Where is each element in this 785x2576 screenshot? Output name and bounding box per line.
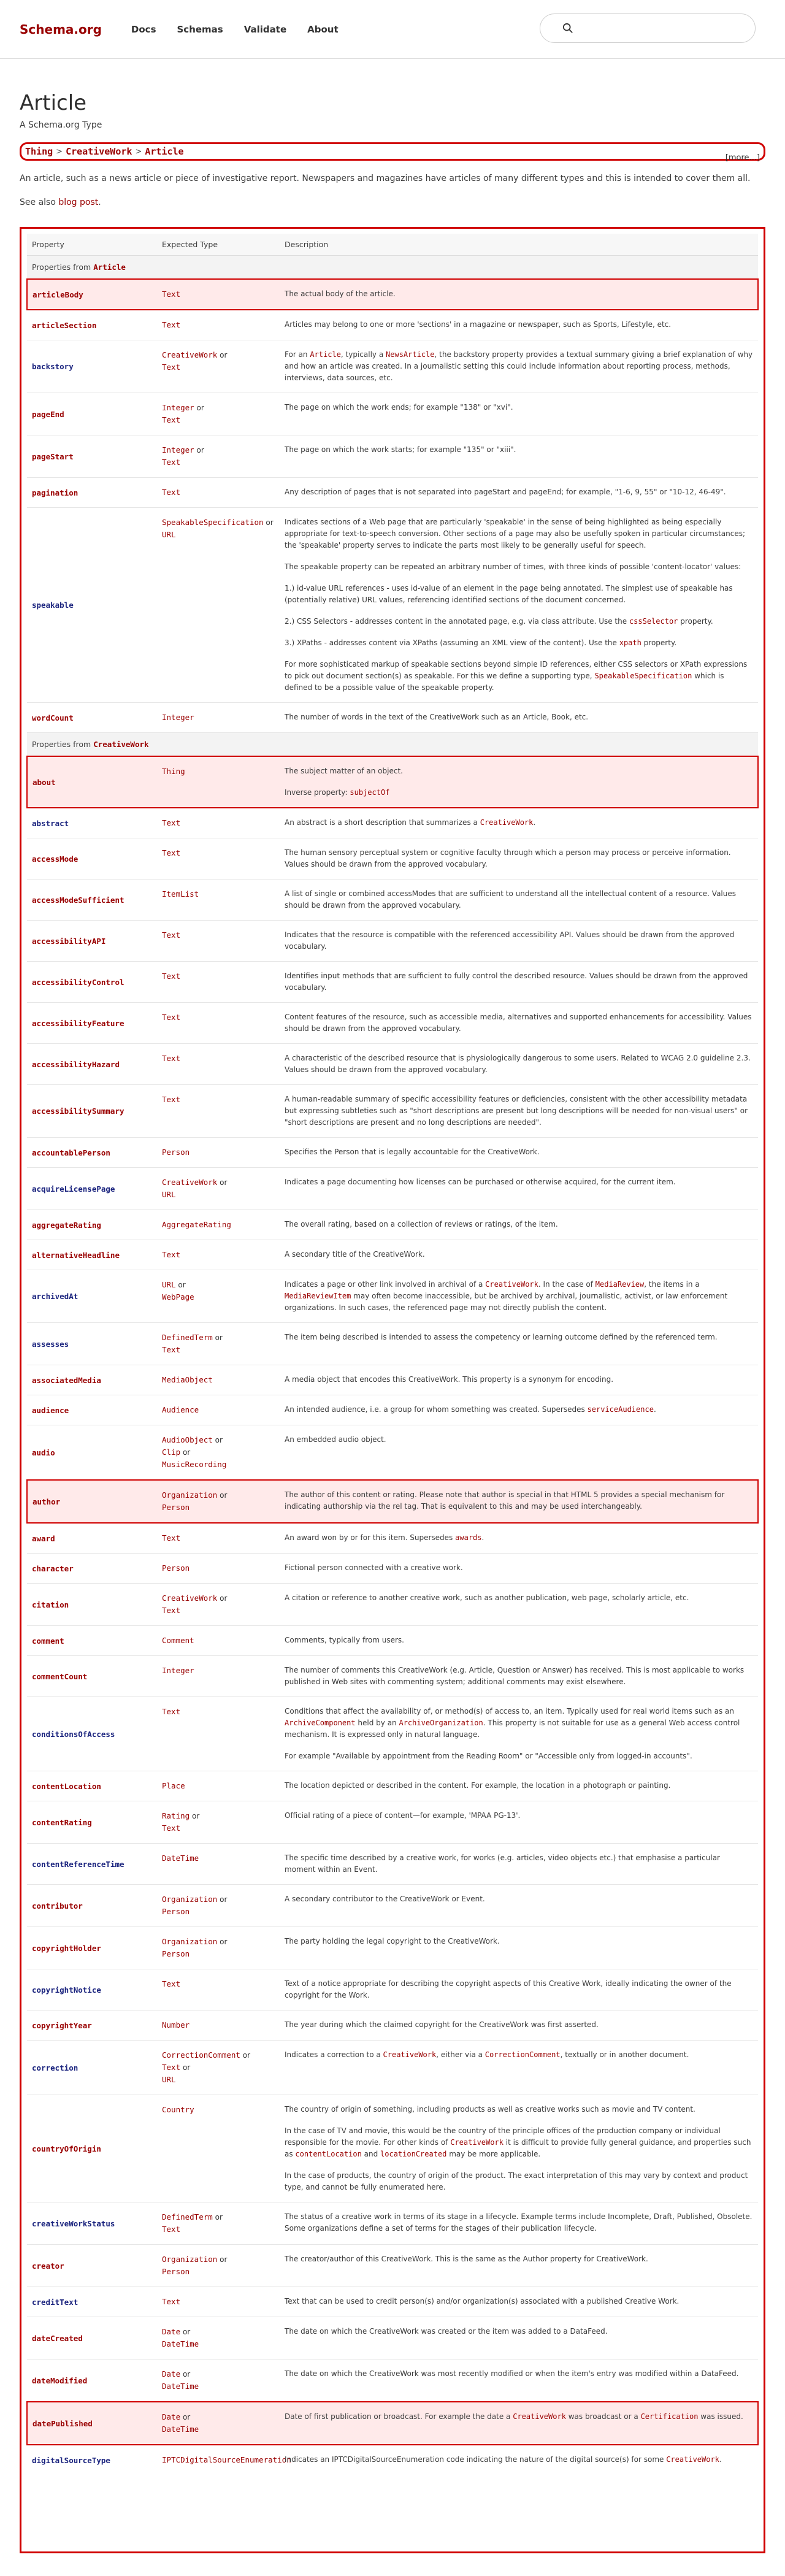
property-description: The date on which the CreativeWork was created or the item was added to a DataFeed. bbox=[280, 2317, 758, 2359]
type-link[interactable]: CorrectionComment bbox=[162, 2050, 240, 2060]
type-link[interactable]: Text bbox=[162, 488, 181, 497]
expected-type: SpeakableSpecification or URL bbox=[157, 508, 280, 703]
type-link[interactable]: Text bbox=[162, 1823, 181, 1833]
type-link[interactable]: MusicRecording bbox=[162, 1460, 227, 1469]
property-description: A media object that encodes this CreativeWork. This property is a synonym for encoding. bbox=[280, 1365, 758, 1395]
property-description: Indicates an IPTCDigitalSourceEnumeration code indicating the nature of the digital source(s) for some CreativeWork. bbox=[280, 2445, 758, 2475]
property-name[interactable]: citation bbox=[27, 1584, 157, 1626]
expected-type bbox=[157, 1003, 280, 1044]
property-description: Indicates a page documenting how licenses can be purchased or otherwise acquired, for the current item. bbox=[280, 1168, 758, 1210]
type-link[interactable]: Text bbox=[162, 320, 181, 329]
type-link[interactable]: DateTime bbox=[162, 2382, 199, 2391]
property-name[interactable]: backstory bbox=[27, 340, 157, 393]
expected-type bbox=[157, 279, 280, 310]
expected-type bbox=[157, 478, 280, 508]
type-link[interactable]: Comment bbox=[162, 1636, 194, 1645]
expected-type: CreativeWork or URL bbox=[157, 1168, 280, 1210]
expected-type: DefinedTerm or Text bbox=[157, 1323, 280, 1365]
table-row bbox=[27, 1584, 758, 1626]
expected-type bbox=[157, 1771, 280, 1801]
property-name[interactable]: alternativeHeadline bbox=[27, 1240, 157, 1270]
property-description: The location depicted or described in the content. For example, the location in a photograph or painting. bbox=[280, 1771, 758, 1801]
property-name[interactable]: accessModeSufficient bbox=[27, 880, 157, 921]
expected-type bbox=[157, 921, 280, 962]
table-row bbox=[27, 880, 758, 921]
property-description: Fictional person connected with a creative work. bbox=[280, 1554, 758, 1584]
table-row bbox=[27, 1425, 758, 1481]
type-link[interactable]: Text bbox=[162, 458, 181, 467]
type-link[interactable]: Text bbox=[162, 818, 181, 827]
expected-type bbox=[157, 1085, 280, 1138]
expected-type: Rating or Text bbox=[157, 1801, 280, 1844]
type-link[interactable]: DefinedTerm bbox=[162, 2212, 213, 2221]
type-link[interactable]: Text bbox=[162, 1054, 181, 1063]
search-icon bbox=[562, 23, 573, 34]
search-box[interactable] bbox=[540, 13, 756, 43]
table-row bbox=[27, 1523, 758, 1554]
property-description: A citation or reference to another creative work, such as another publication, web page, scholarly article, etc. bbox=[280, 1584, 758, 1626]
property-description: The number of comments this CreativeWork (e.g. Article, Question or Answer) has received. This is most applicable to works published in Web sites with commenting system; additional comments may exist elsewhere. bbox=[280, 1656, 758, 1697]
property-name[interactable]: comment bbox=[27, 1626, 157, 1656]
section-header-article: Properties from Article bbox=[27, 256, 758, 280]
property-description: The item being described is intended to assess the competency or learning outcome defined by the referenced term. bbox=[280, 1323, 758, 1365]
property-name[interactable]: speakable bbox=[27, 508, 157, 703]
properties-table bbox=[26, 234, 759, 2475]
property-name[interactable]: countryOfOrigin bbox=[27, 2095, 157, 2202]
property-name[interactable]: copyrightHolder bbox=[27, 1927, 157, 1969]
table-row bbox=[27, 478, 758, 508]
property-name[interactable]: assesses bbox=[27, 1323, 157, 1365]
expected-type bbox=[157, 962, 280, 1003]
expected-type bbox=[157, 1210, 280, 1240]
expected-type: Date or DateTime bbox=[157, 2317, 280, 2359]
expected-type bbox=[157, 2011, 280, 2041]
property-description: Official rating of a piece of content—for example, 'MPAA PG-13'. bbox=[280, 1801, 758, 1844]
table-row bbox=[27, 1969, 758, 2011]
table-row bbox=[27, 1771, 758, 1801]
property-description: The page on which the work ends; for example "138" or "xvi". bbox=[280, 393, 758, 435]
property-description: Indicates sections of a Web page that are particularly 'speakable' in the sense of being highlighted as being especially appropriate for text-to-speech conversion. Other sections of a page may also be usefully spoken in particular circumstances; the 'speakable' property serves to indicate the parts most likely to be generally useful for speech. The speakable property can be repeated an arbitrary number of times, with three kinds of possible 'content-locator' values: 1.) id-value URL references - uses id-value of an element in the page being annotated. The simplest use of speakable has (potentially relative) URL values, referencing identified sections of the document concerned. 2.) CSS Selectors - addresses content in the annotated page, e.g. via class attribute. Use the cssSelector property. 3.) XPaths - addresses content via XPaths (assuming an XML view of the content). Use the xpath property. For more sophisticated markup of speakable sections beyond simple ID references, either CSS selectors or XPath expressions to pick out document section(s) as speakable. For this we define a supporting type, SpeakableSpecification which is defined to be a possible value of the speakable property. bbox=[280, 508, 758, 703]
table-row bbox=[27, 2317, 758, 2359]
property-name[interactable]: contentLocation bbox=[27, 1771, 157, 1801]
type-link[interactable]: Integer bbox=[162, 445, 194, 454]
property-description: The specific time described by a creative work, for works (e.g. articles, video objects etc.) that emphasise a particular moment within an Event. bbox=[280, 1844, 758, 1885]
table-row bbox=[27, 1168, 758, 1210]
type-link[interactable]: DateTime bbox=[162, 2425, 199, 2434]
type-link[interactable]: URL bbox=[162, 530, 176, 539]
property-description: The date on which the CreativeWork was most recently modified or when the item's entry was modified within a DataFeed. bbox=[280, 2359, 758, 2402]
type-link[interactable]: IPTCDigitalSourceEnumeration bbox=[162, 2455, 291, 2464]
nav-docs[interactable]: Docs bbox=[131, 23, 156, 35]
type-link[interactable]: Place bbox=[162, 1781, 185, 1790]
property-name[interactable]: audience bbox=[27, 1395, 157, 1425]
type-link[interactable]: Organization bbox=[162, 2255, 218, 2264]
expected-type: CreativeWork or Text bbox=[157, 1584, 280, 1626]
expected-type bbox=[157, 1044, 280, 1085]
type-link[interactable]: Date bbox=[162, 2412, 181, 2421]
property-name[interactable]: wordCount bbox=[27, 703, 157, 733]
table-row bbox=[27, 1801, 758, 1844]
property-description: A list of single or combined accessModes that are sufficient to understand all the intellectual content of a resource. Values should be drawn from the approved vocabulary. bbox=[280, 880, 758, 921]
table-row bbox=[27, 310, 758, 340]
expected-type bbox=[157, 2445, 291, 2475]
property-description: Comments, typically from users. bbox=[280, 1626, 758, 1656]
property-name[interactable]: accessibilityControl bbox=[27, 962, 157, 1003]
type-link[interactable]: Audience bbox=[162, 1405, 199, 1414]
expected-type: Integer or Text bbox=[157, 435, 280, 478]
breadcrumb bbox=[20, 142, 765, 161]
table-row bbox=[27, 2402, 758, 2445]
type-link[interactable]: DateTime bbox=[162, 1853, 199, 1863]
property-description: The number of words in the text of the CreativeWork such as an Article, Book, etc. bbox=[280, 703, 758, 733]
type-link[interactable]: Text bbox=[162, 1095, 181, 1104]
table-row bbox=[27, 2011, 758, 2041]
property-description: The year during which the claimed copyright for the CreativeWork was first asserted. bbox=[280, 2011, 758, 2041]
property-name[interactable]: contributor bbox=[27, 1885, 157, 1927]
table-row bbox=[27, 1210, 758, 1240]
type-link[interactable]: Organization bbox=[162, 1937, 218, 1946]
property-name[interactable]: pageEnd bbox=[27, 393, 157, 435]
see-also: See also blog post. bbox=[20, 197, 101, 207]
expected-type: DefinedTerm or Text bbox=[157, 2202, 280, 2245]
properties-table-frame bbox=[20, 227, 765, 2553]
type-link[interactable]: WebPage bbox=[162, 1292, 194, 1301]
nav-schemas[interactable]: Schemas bbox=[177, 23, 223, 35]
property-name[interactable]: accessibilityFeature bbox=[27, 1003, 157, 1044]
property-name[interactable]: dateCreated bbox=[27, 2317, 157, 2359]
type-link[interactable]: URL bbox=[162, 2075, 176, 2084]
property-description: An award won by or for this item. Supersedes awards. bbox=[280, 1523, 758, 1554]
type-link[interactable]: Text bbox=[162, 362, 181, 372]
property-name[interactable]: digitalSourceType bbox=[27, 2445, 157, 2475]
table-row bbox=[27, 1003, 758, 1044]
table-row bbox=[27, 1395, 758, 1425]
table-row bbox=[27, 2095, 758, 2202]
property-description: The overall rating, based on a collection of reviews or ratings, of the item. bbox=[280, 1210, 758, 1240]
property-name[interactable]: acquireLicensePage bbox=[27, 1168, 157, 1210]
expected-type bbox=[157, 1554, 280, 1584]
type-link[interactable]: Text bbox=[162, 1533, 181, 1543]
property-name[interactable]: pageStart bbox=[27, 435, 157, 478]
header-property: Property bbox=[27, 234, 157, 256]
type-link[interactable]: Person bbox=[162, 1148, 190, 1157]
property-description: For an Article, typically a NewsArticle, the backstory property provides a textual summary giving a brief explanation of why and how an article was created. In a journalistic setting this could include information about reporting process, methods, interviews, data sources, etc. bbox=[280, 340, 758, 393]
property-description: Indicates that the resource is compatible with the referenced accessibility API. Values should be drawn from the approved vocabulary. bbox=[280, 921, 758, 962]
property-description: The author of this content or rating. Please note that author is special in that HTML 5 provides a special mechanism for indicating authorship via the rel tag. That is equivalent to this and may be used interchangeably. bbox=[280, 1480, 758, 1523]
expected-type bbox=[157, 1697, 280, 1771]
expected-type bbox=[157, 1969, 280, 2011]
type-link[interactable]: Person bbox=[162, 1503, 190, 1512]
type-link[interactable]: Text bbox=[162, 415, 181, 424]
property-name[interactable]: contentRating bbox=[27, 1801, 157, 1844]
property-name[interactable]: archivedAt bbox=[27, 1270, 157, 1323]
property-name[interactable]: contentReferenceTime bbox=[27, 1844, 157, 1885]
table-row bbox=[27, 703, 758, 733]
type-link[interactable]: Text bbox=[162, 848, 181, 857]
type-link[interactable]: Person bbox=[162, 1907, 190, 1916]
table-row bbox=[27, 1480, 758, 1523]
breadcrumb-creativework[interactable]: CreativeWork bbox=[66, 146, 132, 157]
property-description: A human-readable summary of specific accessibility features or deficiencies, consistent with the other accessibility metadata but expressing subtleties such as "short descriptions are present but long descriptions will be needed for non-visual users" or "short descriptions are present and no long descriptions are needed". bbox=[280, 1085, 758, 1138]
property-name[interactable]: correction bbox=[27, 2041, 157, 2095]
type-link[interactable]: Organization bbox=[162, 1895, 218, 1904]
property-name[interactable]: copyrightYear bbox=[27, 2011, 157, 2041]
type-link[interactable]: Text bbox=[162, 2063, 181, 2072]
property-description: The human sensory perceptual system or cognitive faculty through which a person may process or perceive information. Values should be drawn from the approved vocabulary. bbox=[280, 838, 758, 880]
expected-type bbox=[157, 880, 280, 921]
table-row bbox=[27, 808, 758, 838]
type-link[interactable]: AggregateRating bbox=[162, 1220, 231, 1229]
type-link[interactable]: Integer bbox=[162, 403, 194, 412]
expected-type bbox=[157, 1240, 280, 1270]
property-name[interactable]: dateModified bbox=[27, 2359, 157, 2402]
expected-type bbox=[157, 1395, 280, 1425]
table-row bbox=[27, 2359, 758, 2402]
table-row bbox=[27, 1844, 758, 1885]
table-header bbox=[27, 234, 758, 256]
property-name[interactable]: aggregateRating bbox=[27, 1210, 157, 1240]
expected-type: Date or DateTime bbox=[157, 2402, 280, 2445]
type-link[interactable]: Text bbox=[162, 1013, 181, 1022]
table-row bbox=[27, 1365, 758, 1395]
expected-type bbox=[157, 1523, 280, 1554]
table-row bbox=[27, 2041, 758, 2095]
expected-type: Organization or Person bbox=[157, 1927, 280, 1969]
type-link[interactable]: CreativeWork bbox=[162, 1178, 218, 1187]
table-row bbox=[27, 756, 758, 808]
property-description: The page on which the work starts; for example "135" or "xiii". bbox=[280, 435, 758, 478]
breadcrumb-separator: > bbox=[56, 147, 63, 156]
property-name[interactable]: accessibilityHazard bbox=[27, 1044, 157, 1085]
property-name[interactable]: creativeWorkStatus bbox=[27, 2202, 157, 2245]
more-link[interactable]: [more...] bbox=[725, 153, 760, 163]
table-row bbox=[27, 2287, 758, 2317]
table-row bbox=[27, 2445, 758, 2475]
property-description: Text that can be used to credit person(s) and/or organization(s) associated with a published Creative Work. bbox=[280, 2287, 758, 2317]
type-link[interactable]: URL bbox=[162, 1280, 176, 1289]
property-name[interactable]: datePublished bbox=[27, 2402, 157, 2445]
type-link[interactable]: Text bbox=[162, 1707, 181, 1716]
type-link[interactable]: Clip bbox=[162, 1447, 181, 1457]
expected-type bbox=[157, 1844, 280, 1885]
type-link[interactable]: Text bbox=[162, 289, 181, 299]
table-row bbox=[27, 1044, 758, 1085]
property-name[interactable]: copyrightNotice bbox=[27, 1969, 157, 2011]
type-link[interactable]: Text bbox=[162, 1979, 181, 1988]
expected-type bbox=[157, 838, 280, 880]
property-description: A characteristic of the described resource that is physiologically dangerous to some users. Related to WCAG 2.0 guideline 2.3. Values should be drawn from the approved vocabulary. bbox=[280, 1044, 758, 1085]
expected-type bbox=[157, 1656, 280, 1697]
main-nav bbox=[131, 24, 339, 35]
expected-type: Organization or Person bbox=[157, 1480, 280, 1523]
property-name[interactable]: author bbox=[27, 1480, 157, 1523]
blog-post-link[interactable]: blog post bbox=[58, 197, 99, 207]
property-description: The party holding the legal copyright to the CreativeWork. bbox=[280, 1927, 758, 1969]
type-link[interactable]: Person bbox=[162, 1949, 190, 1958]
property-name[interactable]: accountablePerson bbox=[27, 1138, 157, 1168]
property-description: Text of a notice appropriate for describing the copyright aspects of this Creative Work, ideally indicating the owner of the copyright for the Work. bbox=[280, 1969, 758, 2011]
property-name[interactable]: articleSection bbox=[27, 310, 157, 340]
type-link[interactable]: CreativeWork bbox=[162, 1593, 218, 1603]
property-description: An abstract is a short description that summarizes a CreativeWork. bbox=[280, 808, 758, 838]
table-row bbox=[27, 1656, 758, 1697]
table-row bbox=[27, 2245, 758, 2287]
type-link[interactable]: Person bbox=[162, 2267, 190, 2276]
table-row bbox=[27, 1554, 758, 1584]
property-name[interactable]: accessMode bbox=[27, 838, 157, 880]
type-link[interactable]: Number bbox=[162, 2020, 190, 2030]
property-description: The creator/author of this CreativeWork. This is the same as the Author property for CreativeWork. bbox=[280, 2245, 758, 2287]
property-description: Conditions that affect the availability of, or method(s) of access to, an item. Typically used for real world items such as an ArchiveComponent held by an ArchiveOrganization. This property is not suitable for use as a general Web access control mechanism. It is expressed only in natural language. For example "Available by appointment from the Reading Room" or "Accessible only from logged-in accounts". bbox=[280, 1697, 758, 1771]
expected-type: Integer or Text bbox=[157, 393, 280, 435]
property-description: An intended audience, i.e. a group for whom something was created. Supersedes serviceAudience. bbox=[280, 1395, 758, 1425]
property-description: An embedded audio object. bbox=[280, 1425, 758, 1481]
table-row bbox=[27, 1697, 758, 1771]
property-description: The actual body of the article. bbox=[280, 279, 758, 310]
brand-logo[interactable]: Schema.org bbox=[20, 21, 102, 37]
type-link[interactable]: Date bbox=[162, 2327, 181, 2336]
expected-type: URL or WebPage bbox=[157, 1270, 280, 1323]
type-link[interactable]: Integer bbox=[162, 1666, 194, 1675]
property-name[interactable]: about bbox=[27, 756, 157, 808]
type-link[interactable]: Text bbox=[162, 2297, 181, 2306]
property-name[interactable]: award bbox=[27, 1523, 157, 1554]
type-link[interactable]: MediaObject bbox=[162, 1375, 213, 1384]
type-link[interactable]: Text bbox=[162, 972, 181, 981]
type-link[interactable]: Organization bbox=[162, 1490, 218, 1500]
type-link[interactable]: ItemList bbox=[162, 889, 199, 899]
property-name[interactable]: creditText bbox=[27, 2287, 157, 2317]
header-expected-type: Expected Type bbox=[157, 234, 280, 256]
type-link[interactable]: CreativeWork bbox=[162, 350, 218, 359]
property-description: The country of origin of something, including products as well as creative works such as movie and TV content. In the case of TV and movie, this would be the country of the principle offices of the production company or individual responsible for the movie. For other kinds of CreativeWork it is difficult to provide fully general guidance, and properties such as contentLocation and locationCreated may be more applicable. In the case of products, the country of origin of the product. The exact interpretation of this may vary by context and product type, and cannot be fully enumerated here. bbox=[280, 2095, 758, 2202]
table-row bbox=[27, 838, 758, 880]
expected-type: Organization or Person bbox=[157, 2245, 280, 2287]
type-link[interactable]: Text bbox=[162, 1606, 181, 1615]
property-name[interactable]: articleBody bbox=[27, 279, 157, 310]
property-name[interactable]: accessibilityAPI bbox=[27, 921, 157, 962]
top-bar bbox=[0, 0, 785, 59]
breadcrumb-article[interactable]: Article bbox=[145, 146, 184, 157]
nav-validate[interactable]: Validate bbox=[243, 23, 287, 35]
type-link[interactable]: Rating bbox=[162, 1811, 190, 1820]
property-description: A secondary contributor to the CreativeWork or Event. bbox=[280, 1885, 758, 1927]
property-name[interactable]: audio bbox=[27, 1425, 157, 1481]
type-link[interactable]: Integer bbox=[162, 713, 194, 722]
type-link[interactable]: Text bbox=[162, 1345, 181, 1354]
type-link[interactable]: Text bbox=[162, 1250, 181, 1259]
expected-type bbox=[157, 808, 280, 838]
property-description: Content features of the resource, such as accessible media, alternatives and supported enhancements for accessibility. Values should be drawn from the approved vocabulary. bbox=[280, 1003, 758, 1044]
expected-type bbox=[157, 1626, 280, 1656]
type-link[interactable]: Date bbox=[162, 2369, 181, 2379]
type-link[interactable]: URL bbox=[162, 1190, 176, 1199]
table-row bbox=[27, 435, 758, 478]
search-input[interactable] bbox=[580, 23, 739, 33]
property-name[interactable]: creator bbox=[27, 2245, 157, 2287]
breadcrumb-thing[interactable]: Thing bbox=[25, 146, 53, 157]
table-row bbox=[27, 1085, 758, 1138]
expected-type bbox=[157, 2287, 280, 2317]
table-row bbox=[27, 1927, 758, 1969]
property-description: Specifies the Person that is legally accountable for the CreativeWork. bbox=[280, 1138, 758, 1168]
table-row bbox=[27, 340, 758, 393]
breadcrumb-separator: > bbox=[135, 147, 142, 156]
property-name[interactable]: associatedMedia bbox=[27, 1365, 157, 1395]
page-content bbox=[0, 91, 785, 2553]
property-description: Any description of pages that is not separated into pageStart and pageEnd; for example, "1-6, 9, 55" or "10-12, 46-49". bbox=[280, 478, 758, 508]
table-row bbox=[27, 962, 758, 1003]
type-description: An article, such as a news article or piece of investigative report. Newspapers and magazines have articles of many different types and this is intended to cover them all. bbox=[20, 174, 751, 183]
type-link[interactable]: AudioObject bbox=[162, 1435, 213, 1444]
type-link[interactable]: Person bbox=[162, 1563, 190, 1573]
page-subtitle: A Schema.org Type bbox=[20, 120, 102, 130]
type-link[interactable]: Country bbox=[162, 2105, 194, 2114]
section-header-creativework: Properties from CreativeWork bbox=[27, 733, 758, 757]
property-name[interactable]: accessibilitySummary bbox=[27, 1085, 157, 1138]
table-row bbox=[27, 1885, 758, 1927]
expected-type bbox=[157, 1365, 280, 1395]
table-row bbox=[27, 1626, 758, 1656]
expected-type: Date or DateTime bbox=[157, 2359, 280, 2402]
type-link[interactable]: SpeakableSpecification bbox=[162, 518, 264, 527]
property-name[interactable]: commentCount bbox=[27, 1656, 157, 1697]
property-description: The subject matter of an object. Inverse property: subjectOf bbox=[280, 756, 758, 808]
property-name[interactable]: abstract bbox=[27, 808, 157, 838]
property-description: Date of first publication or broadcast. For example the date a CreativeWork was broadcast or a Certification was issued. bbox=[280, 2402, 758, 2445]
table-row bbox=[27, 2202, 758, 2245]
table-row bbox=[27, 1270, 758, 1323]
property-description: Identifies input methods that are sufficient to fully control the described resource. Values should be drawn from the approved vocabulary. bbox=[280, 962, 758, 1003]
property-description: Indicates a correction to a CreativeWork, either via a CorrectionComment, textually or in another document. bbox=[280, 2041, 758, 2095]
table-row bbox=[27, 1240, 758, 1270]
table-row bbox=[27, 921, 758, 962]
expected-type bbox=[157, 756, 280, 808]
table-row bbox=[27, 279, 758, 310]
property-description: Indicates a page or other link involved in archival of a CreativeWork. In the case of MediaReview, the items in a MediaReviewItem may often become inaccessible, but be archived by archival, journalistic, activist, or law enforcement organizations. In such cases, the referenced page may not directly publish the content. bbox=[280, 1270, 758, 1323]
type-link[interactable]: Thing bbox=[162, 767, 185, 776]
expected-type: Organization or Person bbox=[157, 1885, 280, 1927]
type-link[interactable]: Text bbox=[162, 2225, 181, 2234]
property-name[interactable]: conditionsOfAccess bbox=[27, 1697, 157, 1771]
type-link[interactable]: Text bbox=[162, 930, 181, 940]
type-link[interactable]: DateTime bbox=[162, 2339, 199, 2348]
table-row bbox=[27, 1323, 758, 1365]
page-title: Article bbox=[20, 91, 87, 115]
property-description: Articles may belong to one or more 'sections' in a magazine or newspaper, such as Sports, Lifestyle, etc. bbox=[280, 310, 758, 340]
expected-type: CorrectionComment or Text or URL bbox=[157, 2041, 280, 2095]
table-row bbox=[27, 393, 758, 435]
property-description: A secondary title of the CreativeWork. bbox=[280, 1240, 758, 1270]
table-row bbox=[27, 1138, 758, 1168]
property-description: The status of a creative work in terms of its stage in a lifecycle. Example terms include Incomplete, Draft, Published, Obsolete. Some organizations define a set of terms for the stages of their publication lifecycle. bbox=[280, 2202, 758, 2245]
expected-type bbox=[157, 703, 280, 733]
property-name[interactable]: character bbox=[27, 1554, 157, 1584]
property-name[interactable]: pagination bbox=[27, 478, 157, 508]
expected-type bbox=[157, 1138, 280, 1168]
expected-type bbox=[157, 2095, 280, 2202]
expected-type bbox=[157, 310, 280, 340]
table-row bbox=[27, 508, 758, 703]
nav-about[interactable]: About bbox=[307, 23, 339, 35]
type-link[interactable]: DefinedTerm bbox=[162, 1333, 213, 1342]
expected-type: CreativeWork or Text bbox=[157, 340, 280, 393]
header-description: Description bbox=[280, 234, 758, 256]
expected-type: AudioObject or Clip or MusicRecording bbox=[157, 1425, 280, 1481]
